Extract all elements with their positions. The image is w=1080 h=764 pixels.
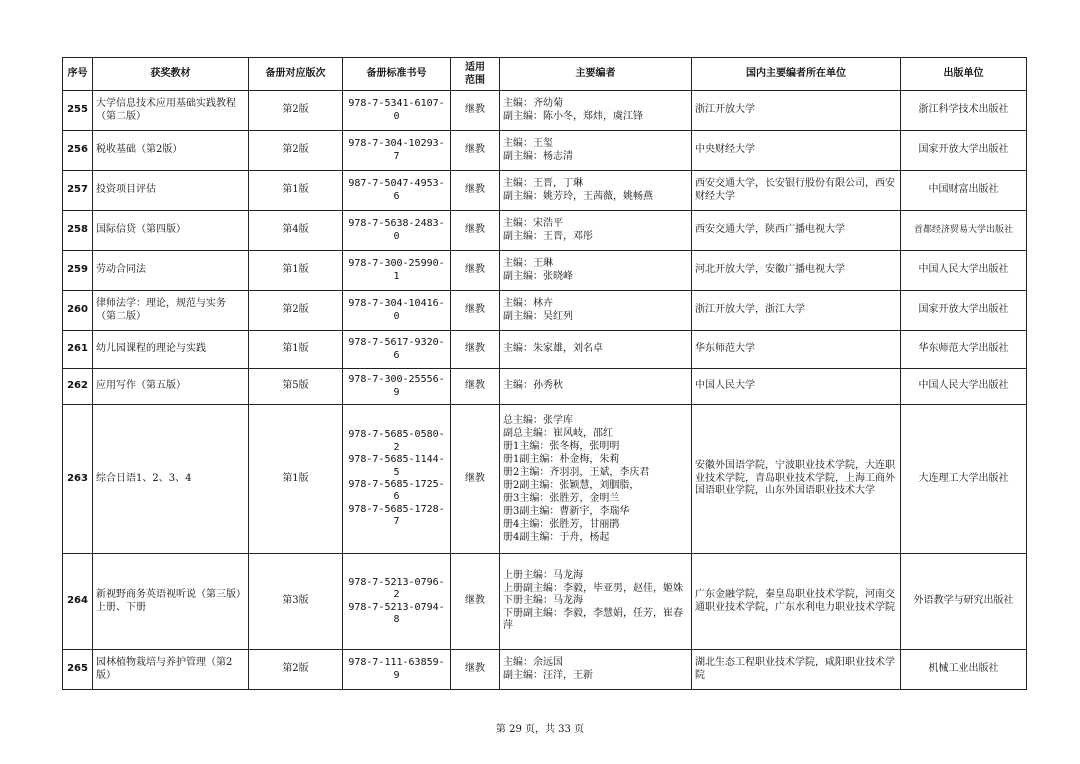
row-number: 262 — [63, 369, 93, 405]
publisher: 首都经济贸易大学出版社 — [901, 211, 1027, 251]
publisher: 机械工业出版社 — [901, 650, 1027, 690]
edition: 第1版 — [249, 171, 343, 211]
textbook-title: 综合日语1、2、3、4 — [93, 405, 249, 554]
edition: 第1版 — [249, 251, 343, 291]
edition: 第2版 — [249, 91, 343, 131]
publisher: 中国财富出版社 — [901, 171, 1027, 211]
scope: 继教 — [451, 291, 500, 331]
edition: 第3版 — [249, 554, 343, 650]
editors: 主编：宋浩平 副主编：王晋，邓彤 — [500, 211, 692, 251]
editors: 主编：王晋，丁琳 副主编：姚芳玲，王茜薇，姚畅燕 — [500, 171, 692, 211]
editor-units: 安徽外国语学院，宁波职业技术学院，大连职业技术学院，青岛职业技术学院，上海工商外国语职业学院，山东外国语职业技术大学 — [692, 405, 901, 554]
publisher: 外语教学与研究出版社 — [901, 554, 1027, 650]
publisher: 华东师范大学出版社 — [901, 331, 1027, 369]
editors: 主编：王玺 副主编：杨志清 — [500, 131, 692, 171]
editor-units: 浙江开放大学，浙江大学 — [692, 291, 901, 331]
publisher: 大连理工大学出版社 — [901, 405, 1027, 554]
header-publisher: 出版单位 — [901, 58, 1027, 91]
table-row — [63, 331, 1027, 369]
publisher: 国家开放大学出版社 — [901, 131, 1027, 171]
row-number: 255 — [63, 91, 93, 131]
row-number: 259 — [63, 251, 93, 291]
table-row — [63, 131, 1027, 171]
row-number: 258 — [63, 211, 93, 251]
row-number: 256 — [63, 131, 93, 171]
table-row — [63, 171, 1027, 211]
edition: 第1版 — [249, 331, 343, 369]
scope: 继教 — [451, 171, 500, 211]
publisher: 中国人民大学出版社 — [901, 369, 1027, 405]
textbook-title: 应用写作（第五版） — [93, 369, 249, 405]
editor-units: 西安交通大学，长安银行股份有限公司，西安财经大学 — [692, 171, 901, 211]
editor-units: 河北开放大学，安徽广播电视大学 — [692, 251, 901, 291]
textbook-title: 投资项目评估 — [93, 171, 249, 211]
row-number: 265 — [63, 650, 93, 690]
award-textbook-table — [62, 57, 1027, 690]
textbook-title: 税收基础（第2版） — [93, 131, 249, 171]
isbn: 978-7-300-25990-1 — [343, 251, 451, 291]
textbook-title: 劳动合同法 — [93, 251, 249, 291]
editor-units: 浙江开放大学 — [692, 91, 901, 131]
editors: 主编：王琳 副主编：张晓峰 — [500, 251, 692, 291]
table-row — [63, 554, 1027, 650]
editors: 总主编：张学库 副总主编：崔风岐，邵红 册1主编：张冬梅，张明明 册1副主编：朴金梅，朱莉 册2主编：齐羽羽，王斌，李庆君 册2副主编：张颖慧，刘胭脂， 册3主编：张胜芳，金明兰 册3副主编：曹新宇，李瑞华 册4主编：张胜芳，甘丽鹃 册4副主编：于舟，杨起 — [500, 405, 692, 554]
header-edition: 备册对应版次 — [249, 58, 343, 91]
editors: 主编：齐幼菊 副主编：陈小冬，郑炜，虞江锋 — [500, 91, 692, 131]
table-row — [63, 405, 1027, 554]
editor-units: 西安交通大学，陕西广播电视大学 — [692, 211, 901, 251]
row-number: 263 — [63, 405, 93, 554]
textbook-title: 大学信息技术应用基础实践教程（第二版） — [93, 91, 249, 131]
publisher: 中国人民大学出版社 — [901, 251, 1027, 291]
table-row — [63, 650, 1027, 690]
editors: 主编：林卉 副主编：吴红列 — [500, 291, 692, 331]
scope: 继教 — [451, 331, 500, 369]
scope: 继教 — [451, 650, 500, 690]
isbn: 978-7-111-63859-9 — [343, 650, 451, 690]
page-footer: 第 29 页，共 33 页 — [495, 724, 585, 735]
editor-units: 华东师范大学 — [692, 331, 901, 369]
row-number: 257 — [63, 171, 93, 211]
isbn: 978-7-5341-6107-0 — [343, 91, 451, 131]
row-number: 260 — [63, 291, 93, 331]
textbook-title: 新视野商务英语视听说（第三版）上册、下册 — [93, 554, 249, 650]
editors: 主编：余远国 副主编：汪洋，王新 — [500, 650, 692, 690]
edition: 第1版 — [249, 405, 343, 554]
isbn: 978-7-5213-0796-2 978-7-5213-0794-8 — [343, 554, 451, 650]
scope: 继教 — [451, 369, 500, 405]
isbn: 978-7-304-10416-0 — [343, 291, 451, 331]
scope: 继教 — [451, 91, 500, 131]
edition: 第2版 — [249, 131, 343, 171]
isbn: 978-7-5638-2483-0 — [343, 211, 451, 251]
scope: 继教 — [451, 554, 500, 650]
publisher: 国家开放大学出版社 — [901, 291, 1027, 331]
scope: 继教 — [451, 251, 500, 291]
editors: 主编：孙秀秋 — [500, 369, 692, 405]
editor-units: 中国人民大学 — [692, 369, 901, 405]
editor-units: 广东金融学院，秦皇岛职业技术学院，河南交通职业技术学院，广东水利电力职业技术学院 — [692, 554, 901, 650]
isbn: 978-7-304-10293-7 — [343, 131, 451, 171]
edition: 第5版 — [249, 369, 343, 405]
edition: 第4版 — [249, 211, 343, 251]
scope: 继教 — [451, 211, 500, 251]
publisher: 浙江科学技术出版社 — [901, 91, 1027, 131]
header-scope: 适用 范围 — [451, 58, 500, 91]
isbn: 978-7-300-25556-9 — [343, 369, 451, 405]
textbook-title: 国际信贷（第四版） — [93, 211, 249, 251]
textbook-title: 律师法学：理论，规范与实务（第二版） — [93, 291, 249, 331]
editors: 主编：朱家雄，刘名卓 — [500, 331, 692, 369]
header-isbn: 备册标准书号 — [343, 58, 451, 91]
header-textbook: 获奖教材 — [93, 58, 249, 91]
scope: 继教 — [451, 131, 500, 171]
header-units: 国内主要编者所在单位 — [692, 58, 901, 91]
scope: 继教 — [451, 405, 500, 554]
isbn: 978-7-5617-9320-6 — [343, 331, 451, 369]
editors: 上册主编：马龙海 上册副主编：李毅，毕亚男，赵佳，姬姝 下册主编：马龙海 下册副主编：李毅，李慧娟，任芳，崔春萍 — [500, 554, 692, 650]
row-number: 261 — [63, 331, 93, 369]
table-row — [63, 369, 1027, 405]
row-number: 264 — [63, 554, 93, 650]
table-row — [63, 251, 1027, 291]
editor-units: 湖北生态工程职业技术学院，咸阳职业技术学院 — [692, 650, 901, 690]
isbn: 987-7-5047-4953-6 — [343, 171, 451, 211]
textbook-title: 幼儿园课程的理论与实践 — [93, 331, 249, 369]
table-row — [63, 211, 1027, 251]
table-header-row — [63, 58, 1027, 91]
table-row — [63, 91, 1027, 131]
table-row — [63, 291, 1027, 331]
edition: 第2版 — [249, 650, 343, 690]
header-serial: 序号 — [63, 58, 93, 91]
isbn: 978-7-5685-0580-2 978-7-5685-1144-5 978-7-5685-1725-6 978-7-5685-1728-7 — [343, 405, 451, 554]
textbook-title: 园林植物栽培与养护管理（第2版） — [93, 650, 249, 690]
edition: 第2版 — [249, 291, 343, 331]
editor-units: 中央财经大学 — [692, 131, 901, 171]
header-editors: 主要编者 — [500, 58, 692, 91]
